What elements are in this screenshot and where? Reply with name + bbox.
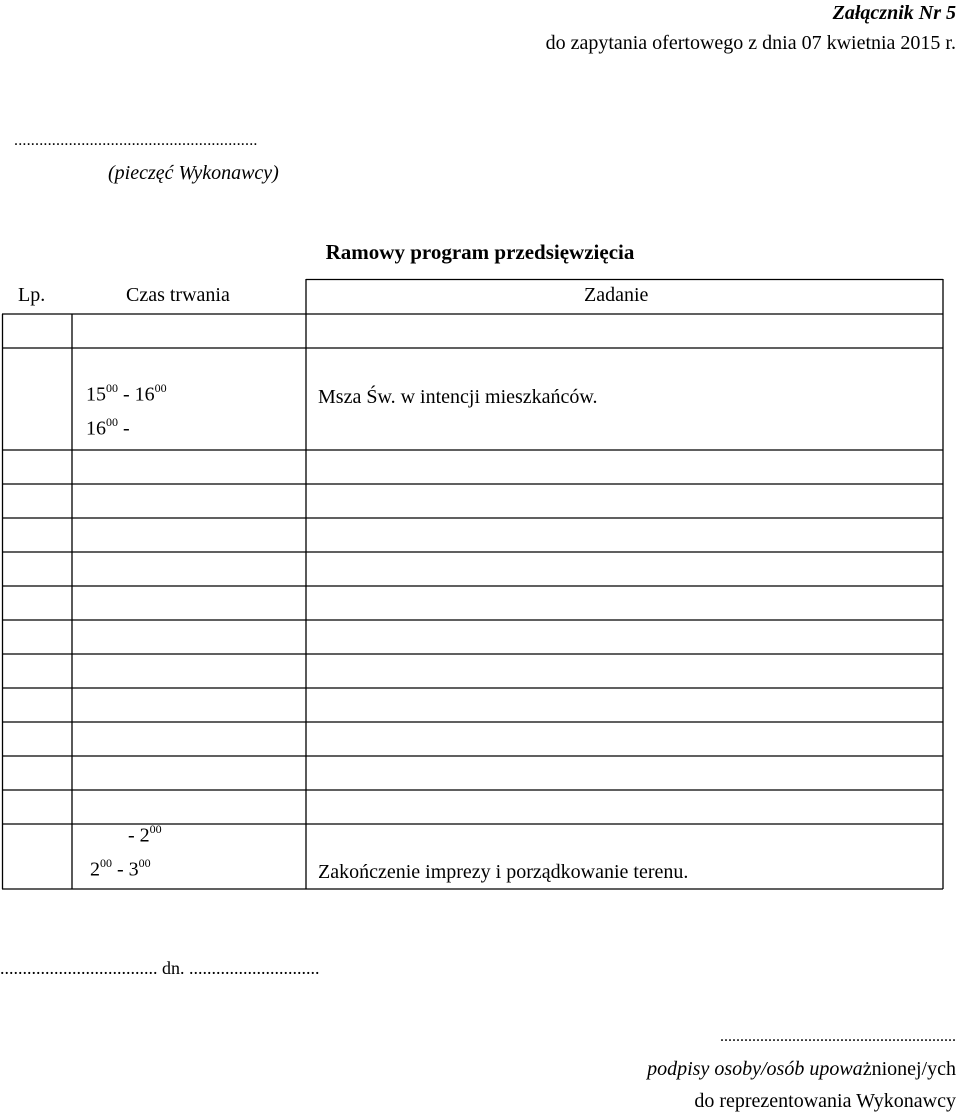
header-duration: Czas trwania [126, 284, 230, 306]
attachment-title: Załącznik Nr 5 [832, 2, 956, 24]
stamp-dotted-line: .......................................................... [14, 132, 258, 149]
place-date-line: ................................... dn. ............................. [0, 958, 320, 978]
header-lp: Lp. [18, 284, 46, 306]
signature-caption-italic: podpisy osoby/osób upowa [647, 1058, 863, 1080]
row1-task: Msza Św. w intencji mieszkańców. [318, 386, 598, 408]
signature-caption-rest: żnionej/ych [862, 1058, 956, 1080]
row1-time-range: $15^{00} - 16^{00}$ [86, 381, 167, 406]
row2-time-range: $16^{00}$ - [86, 415, 130, 440]
header-task: Zadanie [584, 284, 649, 306]
stamp-label: (pieczęć Wykonawcy) [108, 162, 279, 184]
attachment-subtitle: do zapytania ofertowego z dnia 07 kwietnia 2015 r. [545, 32, 956, 54]
signature-dotted-line: ........................................................... [720, 1028, 956, 1045]
row4-task: Zakończenie imprezy i porządkowanie terenu. [318, 861, 689, 883]
row4-time-range: $2^{00} - 3^{00}$ [90, 856, 151, 881]
program-title: Ramowy program przedsięwzięcia [325, 240, 635, 264]
row3-time-range: - $2^{00}$ [128, 822, 162, 847]
signature-caption-line2: do reprezentowania Wykonawcy [694, 1090, 956, 1112]
signature-caption [647, 1058, 956, 1081]
